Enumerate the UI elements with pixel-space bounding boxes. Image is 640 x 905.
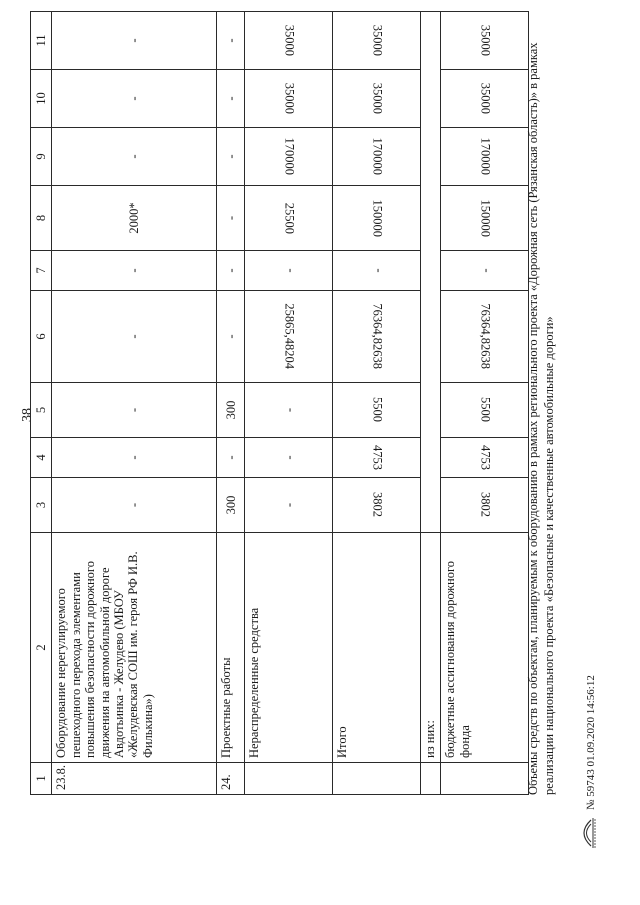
cell: - [52, 438, 217, 478]
row-id [441, 763, 529, 795]
header-cell: 6 [31, 291, 52, 383]
row-name: Итого [333, 533, 421, 763]
cell: - [217, 128, 245, 186]
seal-logo-icon [575, 816, 597, 850]
row-id [333, 763, 421, 795]
footnote: Объемы средств по объектам, планируемым к оборудованию в рамках регионального проекта «Дорожная сеть (Рязанская область)» в рамках реализации национального проекта «Безопасные и качественные автомобильные дороги» [526, 42, 557, 795]
budget-table [30, 11, 529, 795]
cell [441, 12, 529, 70]
cell [245, 291, 333, 383]
header-cell: 8 [31, 186, 52, 251]
cell [441, 478, 529, 533]
row-name: бюджетные ассигнования дорожного фонда [441, 533, 529, 763]
cell-text: 5500 [370, 397, 385, 423]
cell-text: 3802 [478, 492, 493, 518]
cell-text: 3802 [370, 492, 385, 518]
cell [441, 128, 529, 186]
cell: - [245, 438, 333, 478]
cell: - [52, 128, 217, 186]
cell-text: 170000 [370, 137, 385, 176]
header-cell: 10 [31, 70, 52, 128]
cell: - [217, 438, 245, 478]
cell-text: 76364,82638 [478, 303, 493, 370]
header-cell: 4 [31, 438, 52, 478]
cell-text: 25500 [282, 202, 297, 234]
cell-text: 35000 [478, 82, 493, 115]
cell: - [52, 70, 217, 128]
cell: - [245, 383, 333, 438]
cell: - [441, 251, 529, 291]
cell: 2000* [52, 186, 217, 251]
cell-text: 4753 [478, 445, 493, 470]
cell [333, 128, 421, 186]
cell [333, 383, 421, 438]
cell-text: 35000 [370, 82, 385, 115]
header-row [31, 12, 52, 795]
cell: 300 [217, 383, 245, 438]
cell [245, 186, 333, 251]
cell: - [217, 251, 245, 291]
cell-text: 170000 [478, 137, 493, 176]
cell [421, 12, 441, 533]
cell [441, 438, 529, 478]
cell: - [52, 478, 217, 533]
header-cell: 2 [31, 533, 52, 763]
header-cell: 3 [31, 478, 52, 533]
table-row [333, 12, 421, 795]
cell: 300 [217, 478, 245, 533]
cell-text: 35000 [370, 24, 385, 57]
table-row [441, 12, 529, 795]
cell: - [217, 186, 245, 251]
cell: - [52, 12, 217, 70]
cell-text: 35000 [282, 24, 297, 57]
row-name: Проектные работы [217, 533, 245, 763]
registration-stamp: № 59743 01.09.2020 14:56:12 [585, 675, 597, 810]
cell [333, 12, 421, 70]
cell [441, 291, 529, 383]
cell [441, 70, 529, 128]
row-name: из них: [421, 533, 441, 763]
cell [245, 12, 333, 70]
cell [333, 478, 421, 533]
cell-text: 35000 [478, 24, 493, 57]
header-cell: 5 [31, 383, 52, 438]
cell: - [52, 291, 217, 383]
header-cell: 1 [31, 763, 52, 795]
row-name: Нераспределенные средства [245, 533, 333, 763]
header-cell: 7 [31, 251, 52, 291]
header-cell: 9 [31, 128, 52, 186]
cell [333, 186, 421, 251]
cell [333, 70, 421, 128]
cell: - [52, 251, 217, 291]
cell: - [217, 70, 245, 128]
table-row [217, 12, 245, 795]
cell [333, 291, 421, 383]
row-id: 24. [217, 763, 245, 795]
table-row [52, 12, 217, 795]
cell-text: 76364,82638 [370, 303, 385, 370]
cell: - [245, 478, 333, 533]
cell [441, 186, 529, 251]
cell: - [217, 291, 245, 383]
row-id [245, 763, 333, 795]
row-name: Оборудование нерегулируемого пешеходного перехода элементами повышения безопасности дорожного движения на автомобильной дороге Авдотьинка - Желудево (МБОУ «Желудевская СОШ им. героя РФ И.В. Филькина») [52, 533, 217, 763]
cell [245, 70, 333, 128]
table-row [245, 12, 333, 795]
cell [333, 438, 421, 478]
cell [245, 128, 333, 186]
row-id [421, 763, 441, 795]
cell-text: 5500 [478, 397, 493, 423]
cell: - [333, 251, 421, 291]
cell-text: 4753 [370, 445, 385, 470]
cell: - [245, 251, 333, 291]
table-row [421, 12, 441, 795]
cell-text: 170000 [282, 137, 297, 176]
cell: - [52, 383, 217, 438]
cell-text: 150000 [478, 199, 493, 237]
cell-text: 25865,48204 [282, 303, 297, 370]
cell-text: 150000 [370, 199, 385, 237]
page-number: 38 [20, 408, 35, 422]
cell-text: 35000 [282, 82, 297, 115]
row-id: 23.8. [52, 763, 217, 795]
cell [441, 383, 529, 438]
cell: - [217, 12, 245, 70]
header-cell: 11 [31, 12, 52, 70]
